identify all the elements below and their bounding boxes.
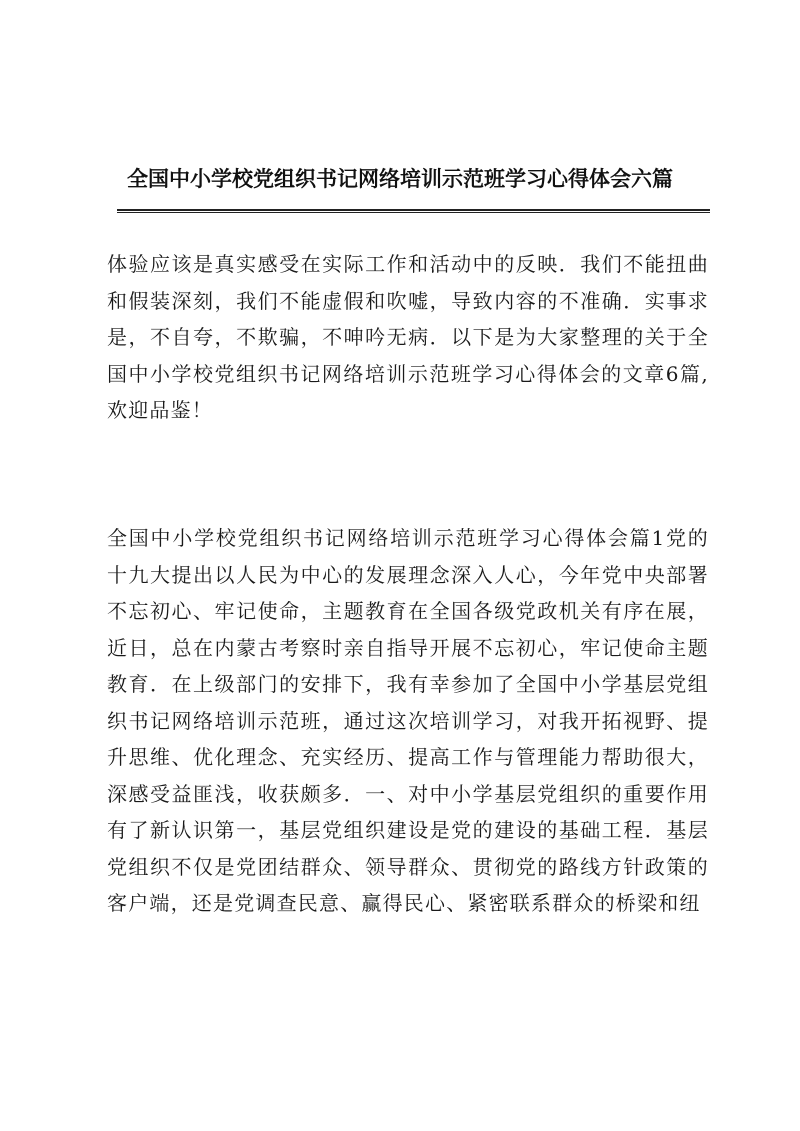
intro-paragraph: 体验应该是真实感受在实际工作和活动中的反映．我们不能扭曲和假装深刻，我们不能虚假和吹嘘，导致内容的不准确．实事求是，不自夸，不欺骗，不呻吟无病．以下是为大家整理的关于全国中小学校党组织书记网络培训示范班学习心得体会的文章6篇,欢迎品鉴！ [107, 252, 709, 422]
document-title: 全国中小学校党组织书记网络培训示范班学习心得体会六篇 [127, 167, 673, 191]
title-underline [117, 209, 710, 213]
body-paragraph: 全国中小学校党组织书记网络培训示范班学习心得体会篇1党的十九大提出以人民为中心的发展理念深入人心，今年党中央部署不忘初心、牢记使命，主题教育在全国各级党政机关有序在展，近日，总在内蒙古考察时亲自指导开展不忘初心，牢记使命主题教育．在上级部门的安排下，我有幸参加了全国中小学基层党组织书记网络培训示范班，通过这次培训学习，对我开拓视野、提升思维、优化理念、充实经历、提高工作与管理能力帮助很大，深感受益匪浅，收获颇多．一、对中小学基层党组织的重要作用有了新认识第一，基层党组织建设是党的建设的基础工程．基层党组织不仅是党团结群众、领导群众、贯彻党的路线方针政策的客户端，还是党调查民意、赢得民心、紧密联系群众的桥梁和纽 [107, 526, 709, 915]
